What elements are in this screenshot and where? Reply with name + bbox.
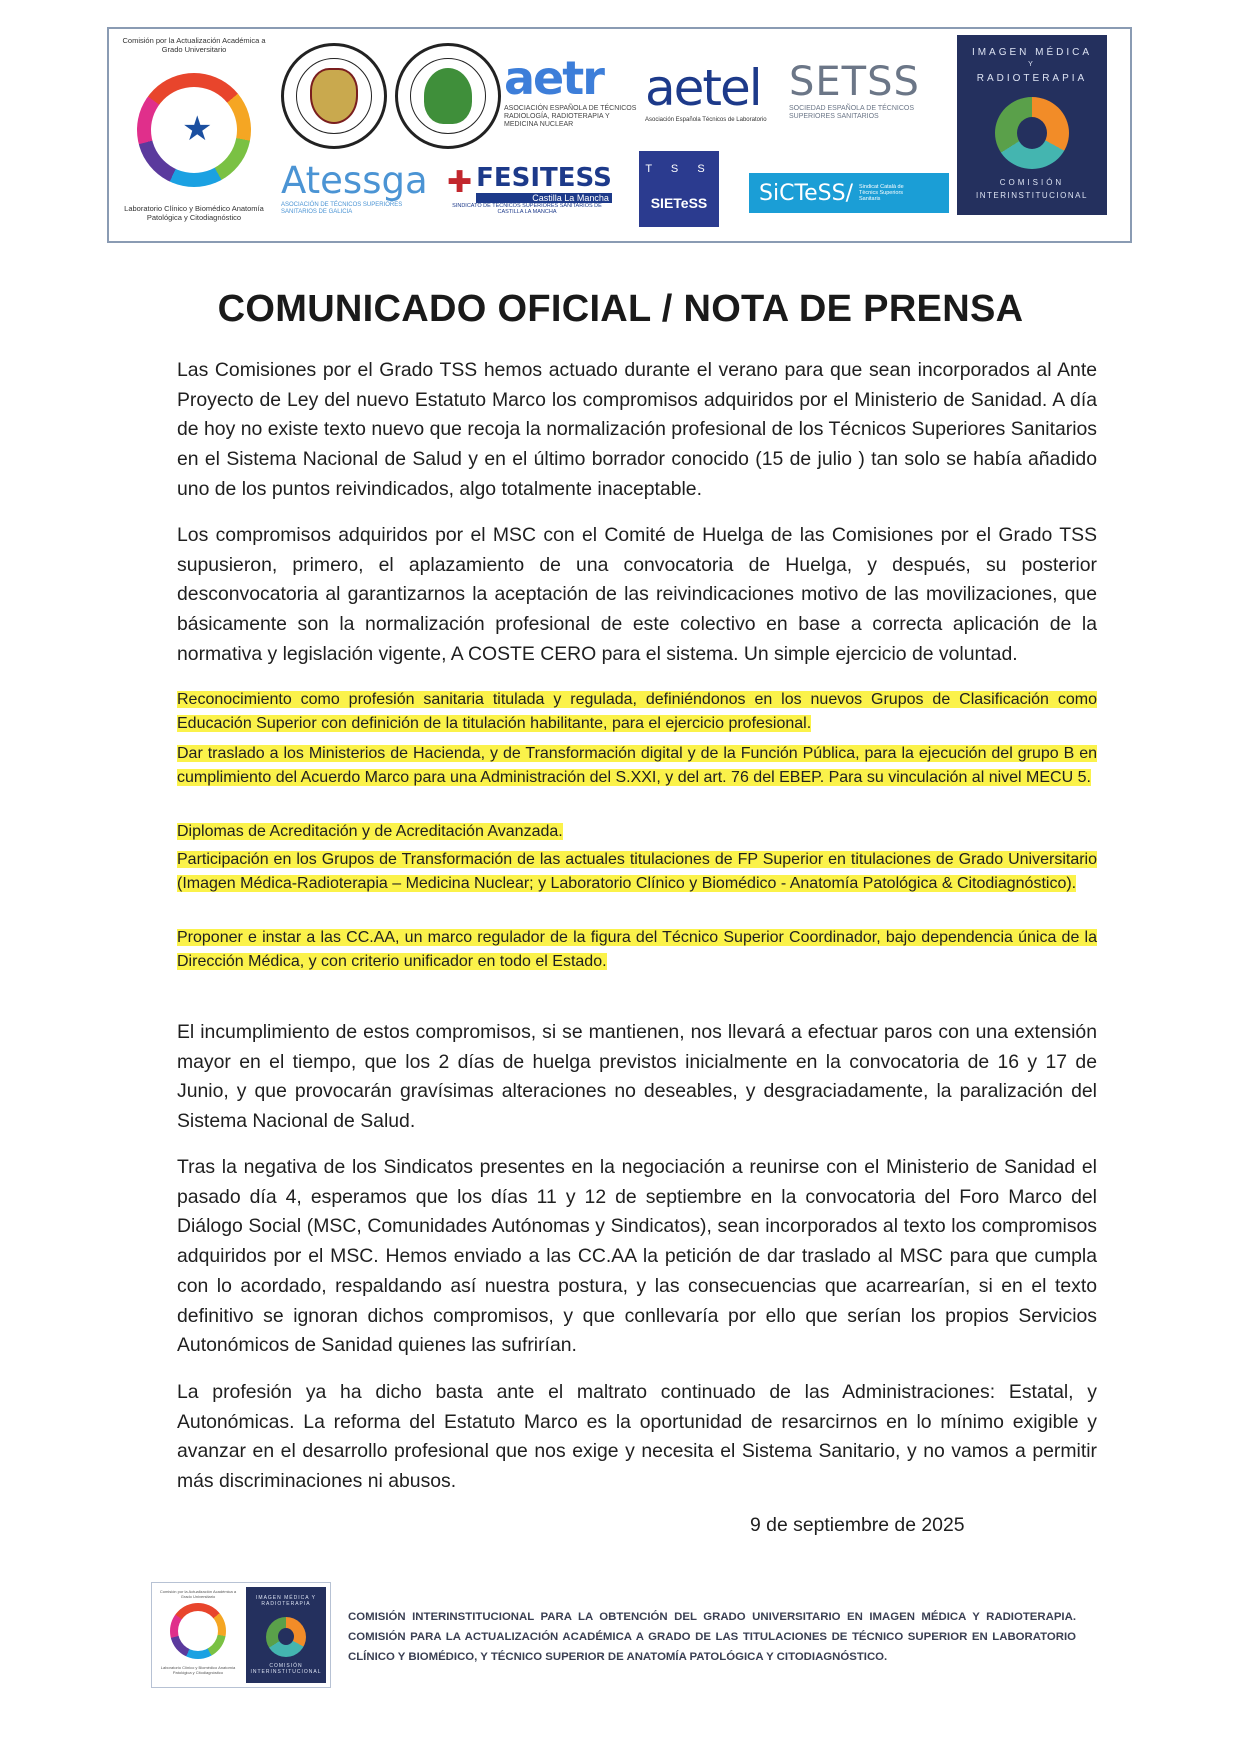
document-date: 9 de septiembre de 2025	[750, 1514, 965, 1536]
comision-logo-bottom-text: Laboratorio Clínico y Biomédico Anatomía Patológica y Citodiagnóstico	[124, 204, 264, 222]
paragraph-3: El incumplimiento de estos compromisos, si se mantienen, nos llevará a efectuar paros con una extensión mayor en el tiempo, que los 2 días de huelga previstos inicialmente en la convocatoria de 16 y 17 de Junio, y que provocarán gravísimas alteraciones no deseables, y desgraciadamente, la paralización del Sistema Nacional de Salud.	[177, 1021, 1097, 1133]
highlight-item-5	[177, 926, 1097, 974]
highlight-item-1	[177, 688, 1097, 736]
imagen-logo-line2: Y	[1028, 61, 1036, 68]
aetr-logo-subtitle: ASOCIACIÓN ESPAÑOLA DE TÉCNICOS RADIOLOGÍA, RADIOTERAPIA Y MEDICINA NUCLEAR	[504, 105, 637, 129]
sictess-logo-name: SiCTeSS/	[759, 180, 854, 206]
footer-text: COMISIÓN INTERINSTITUCIONAL PARA LA OBTENCIÓN DEL GRADO UNIVERSITARIO EN IMAGEN MÉDICA Y RADIOTERAPIA. COMISIÓN PARA LA ACTUALIZACIÓN ACADÉMICA A GRADO DE LAS TITULACIONES DE TÉCNICO SUPERIOR EN LABORATORIO CLÍNICO Y BIOMÉDICO, Y TÉCNICO SUPERIOR DE ANATOMÍA PATOLÓGICA Y CITODIAGNÓSTICO.	[348, 1611, 1076, 1663]
people-circle-icon: ★	[137, 73, 251, 187]
footer-logo2-top: IMAGEN MÉDICA Y RADIOTERAPIA	[256, 1595, 316, 1607]
footer-logo2-bottom: COMISIÓN INTERINSTITUCIONAL	[250, 1663, 322, 1675]
aetr-logo-name: aetr	[504, 51, 603, 105]
highlight-text: Dar traslado a los Ministerios de Hacienda, y de Transformación digital y de la Función Pública, para la ejecución del grupo B en cumplimiento del Acuerdo Marco para una Administración del S.XXI, y del art. 76 del EBEP. Para su vinculación al nivel MECU 5.	[177, 745, 1097, 786]
imagen-logo-line3: RADIOTERAPIA	[976, 72, 1088, 84]
aetr-logo	[504, 51, 639, 129]
setss-logo-subtitle: SOCIEDAD ESPAÑOLA DE TÉCNICOS SUPERIORES SANITARIOS	[789, 105, 914, 121]
highlight-text: Proponer e instar a las CC.AA, un marco regulador de la figura del Técnico Superior Coordinador, bajo dependencia única de la Dirección Médica, y con criterio unificador en todo el Estado.	[177, 929, 1097, 970]
imagen-logo-bottom1: COMISIÓN	[999, 178, 1065, 187]
document-title: COMUNICADO OFICIAL / NOTA DE PRENSA	[217, 288, 1024, 330]
fesitess-cross-icon: ✚	[447, 166, 473, 199]
highlight-text: Reconocimiento como profesión sanitaria titulada y regulada, definiéndonos en los nuevos Grupos de Clasificación como Educación Superior con definición de la titulación habilitante, para el ejercicio profesional.	[177, 691, 1097, 732]
atessga-logo	[281, 159, 431, 219]
imagen-medica-comision-logo	[957, 35, 1107, 215]
header-logo-strip	[107, 27, 1132, 243]
sieteess-logo-name: SIETeSS	[650, 195, 708, 211]
paragraph-1: Las Comisiones por el Grado TSS hemos actuado durante el verano para que sean incorporados al Ante Proyecto de Ley del nuevo Estatuto Marco los compromisos adquiridos por el Ministerio de Sanidad. A día de hoy no existe texto nuevo que recoja la normalización profesional de los Técnicos Superiores Sanitarios en el Sistema Nacional de Salud y en el último borrador conocido (15 de julio ) tan solo se había añadido uno de los puntos reivindicados, algo totalmente inaceptable.	[177, 359, 1097, 500]
aetel-logo-name: aetel	[645, 59, 761, 117]
setss-logo	[789, 59, 949, 129]
footer-logo1-bottom: Laboratorio Clínico y Biomédico Anatomía Patológica y Citodiagnóstico	[160, 1665, 236, 1675]
aetel-logo	[645, 59, 800, 129]
sieteess-logo	[639, 151, 719, 227]
atessga-logo-name: Atessga	[281, 159, 428, 202]
fesitess-logo-subtitle: SINDICATO DE TÉCNICOS SUPERIORES SANITARIOS DE CASTILLA LA MANCHA	[452, 203, 602, 216]
imagen-logo-line1: IMAGEN MÉDICA	[971, 47, 1093, 58]
setss-logo-name: SETSS	[789, 59, 920, 105]
sieteess-logo-letters: T S S	[645, 163, 713, 175]
paragraph-4: Tras la negativa de los Sindicatos presentes en la negociación a reunirse con el Ministerio de Sanidad el pasado día 4, esperamos que los días 11 y 12 de septiembre en la convocatoria del Foro Marco del Diálogo Social (MSC, Comunidades Autónomas y Sindicatos), sean incorporados al texto los compromisos adquiridos por el MSC. Hemos enviado a las CC.AA la petición de dar traslado al MSC para que cumpla con lo acordado, respaldando así nuestra postura, y las consecuencias que acarrearían, si en el texto definitivo se ignoran dichos compromisos, y que conllevaría por ello que serían los propios Servicios Autonómicos de Sanidad quienes las sufrirían.	[177, 1156, 1097, 1357]
footer-comision-grado-logo	[156, 1587, 240, 1683]
sictess-logo	[749, 173, 949, 213]
highlight-item-4	[177, 848, 1097, 896]
colegio-tecnicos-seal-icon	[395, 43, 501, 149]
footer-logo1-top: Comisión por la Actualización Académica a Grado Universitario	[159, 1589, 237, 1599]
fesitess-logo-name: FESITESS	[476, 163, 612, 193]
highlight-item-3	[177, 820, 1097, 844]
highlight-item-2	[177, 742, 1097, 790]
fesitess-logo	[447, 163, 612, 223]
imagen-logo-bottom2: INTERINSTITUCIONAL	[976, 191, 1088, 200]
aetel-logo-subtitle: Asociación Española Técnicos de Laboratorio	[645, 117, 767, 123]
sictess-logo-subtitle: Sindicat Català de Tècnics Superiors Sanitaris	[859, 183, 904, 203]
atessga-logo-subtitle: ASOCIACIÓN DE TÉCNICOS SUPERIORES SANITARIOS DE GALICIA	[281, 202, 403, 215]
people-circle-icon	[170, 1603, 226, 1659]
triskelion-icon	[995, 97, 1069, 169]
comision-logo-top-text: Comisión por la Actualización Académica a Grado Universitario	[122, 36, 266, 54]
paragraph-2: Los compromisos adquiridos por el MSC con el Comité de Huelga de las Comisiones por el Grado TSS supusieron, primero, el aplazamiento de una convocatoria de Huelga, y después, su posterior desconvocatoria al garantizarnos la aceptación de las reivindicaciones motivo de las movilizaciones, que básicamente son la normalización profesional de este colectivo en base a correcta aplicación de la normativa y legislación vigente, A COSTE CERO para el sistema. Un simple ejercicio de voluntad.	[177, 524, 1097, 665]
colegio-profesional-seal-icon	[281, 43, 387, 149]
comision-grado-logo	[119, 37, 269, 233]
fesitess-logo-region: Castilla La Mancha	[476, 193, 612, 203]
footer-logos	[151, 1582, 331, 1688]
highlight-text: Diplomas de Acreditación y de Acreditación Avanzada.	[177, 823, 563, 840]
footer-imagen-medica-logo	[246, 1587, 326, 1683]
paragraph-5: La profesión ya ha dicho basta ante el maltrato continuado de las Administraciones: Estatal, y Autonómicas. La reforma del Estatuto Marco es la oportunidad de resarcirnos en lo mínimo exigible y avanzar en el desarrollo profesional que nos exige y necesita el Sistema Sanitario, y no vamos a permitir más discriminaciones ni abusos.	[177, 1381, 1097, 1493]
highlight-text: Participación en los Grupos de Transformación de las actuales titulaciones de FP Superior en titulaciones de Grado Universitario (Imagen Médica-Radioterapia – Medicina Nuclear; y Laboratorio Clínico y Biomédico - Anatomía Patológica & Citodiagnóstico).	[177, 851, 1097, 892]
triskelion-icon	[266, 1617, 306, 1657]
